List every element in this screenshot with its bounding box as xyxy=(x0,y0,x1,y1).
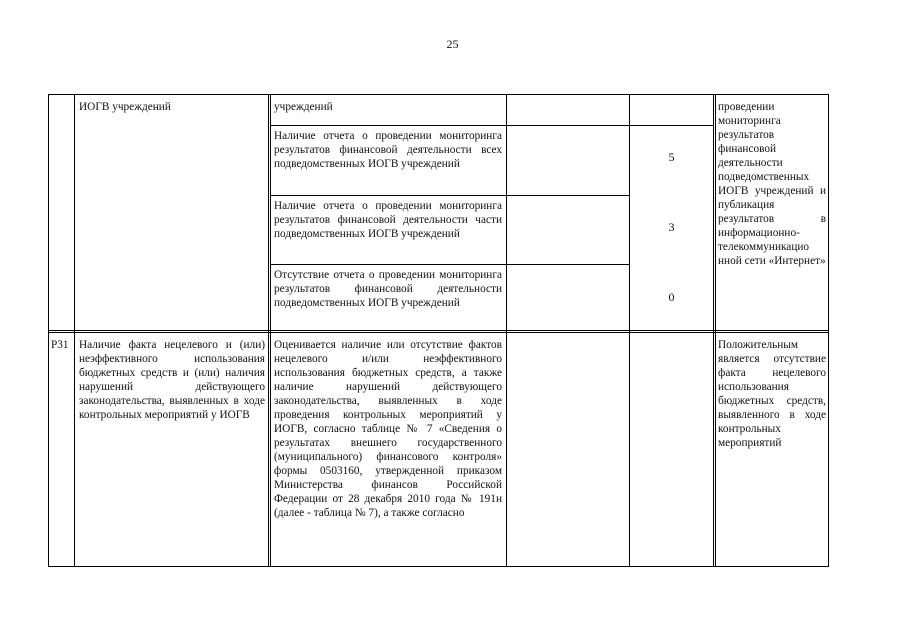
criterion-text: Отсутствие отчета о проведении мониторинга результатов финансовой деятельности подведомственных ИОГВ учреждений xyxy=(274,269,502,309)
indicator-table xyxy=(48,94,829,567)
indicator-name-cell: ИОГВ учреждений xyxy=(79,101,171,113)
criterion-score: 3 xyxy=(668,220,675,234)
note-cell: Положительным является отсутствие факта нецелевого использования бюджетных средств, выявленного в ходе контрольных мероприятий xyxy=(718,339,826,449)
calculation-cell: учреждений xyxy=(274,101,333,113)
criterion-text: Наличие отчета о проведении мониторинга результатов финансовой деятельности части подведомственных ИОГВ учреждений xyxy=(274,200,502,240)
indicator-name-cell: Наличие факта нецелевого и (или) неэффективного использования бюджетных средств и (или) наличия нарушений действующего законодательства, выявленных в ходе контрольных мероприятий у ИОГВ xyxy=(79,339,265,421)
row-divider xyxy=(270,195,629,196)
table-border-bottom xyxy=(48,566,829,567)
row-divider xyxy=(48,332,829,333)
criterion-text: Наличие отчета о проведении мониторинга результатов финансовой деятельности всех подведомственных ИОГВ учреждений xyxy=(274,130,502,170)
criterion-score: 0 xyxy=(668,290,675,304)
note-cell: проведении мониторинга результатов финансовой деятельности подведомственных ИОГВ учреждений и публикация результатов в информационно-телекоммуникацио нной сети «Интернет» xyxy=(718,101,826,267)
table-border-top xyxy=(48,94,829,95)
indicator-code: Р31 xyxy=(51,339,69,351)
row-divider xyxy=(270,264,629,265)
row-divider xyxy=(48,330,829,331)
criterion-score: 5 xyxy=(668,150,675,164)
calculation-cell: Оценивается наличие или отсутствие фактов нецелевого и/или неэффективного использования бюджетных средств, а также наличие нарушений действующего законодательства, выявленных в ходе проведения контрольных мероприятий у ИОГВ, согласно таблице № 7 «Сведения о результатах внешнего государственного (муниципального) финансового контроля» формы 0503160, утвержденной приказом Министерства финансов Российской Федерации от 28 декабря 2010 года № 191н (далее - таблица № 7), а также согласно xyxy=(274,339,502,519)
page-number: 25 xyxy=(446,37,459,51)
row-divider xyxy=(270,125,714,126)
